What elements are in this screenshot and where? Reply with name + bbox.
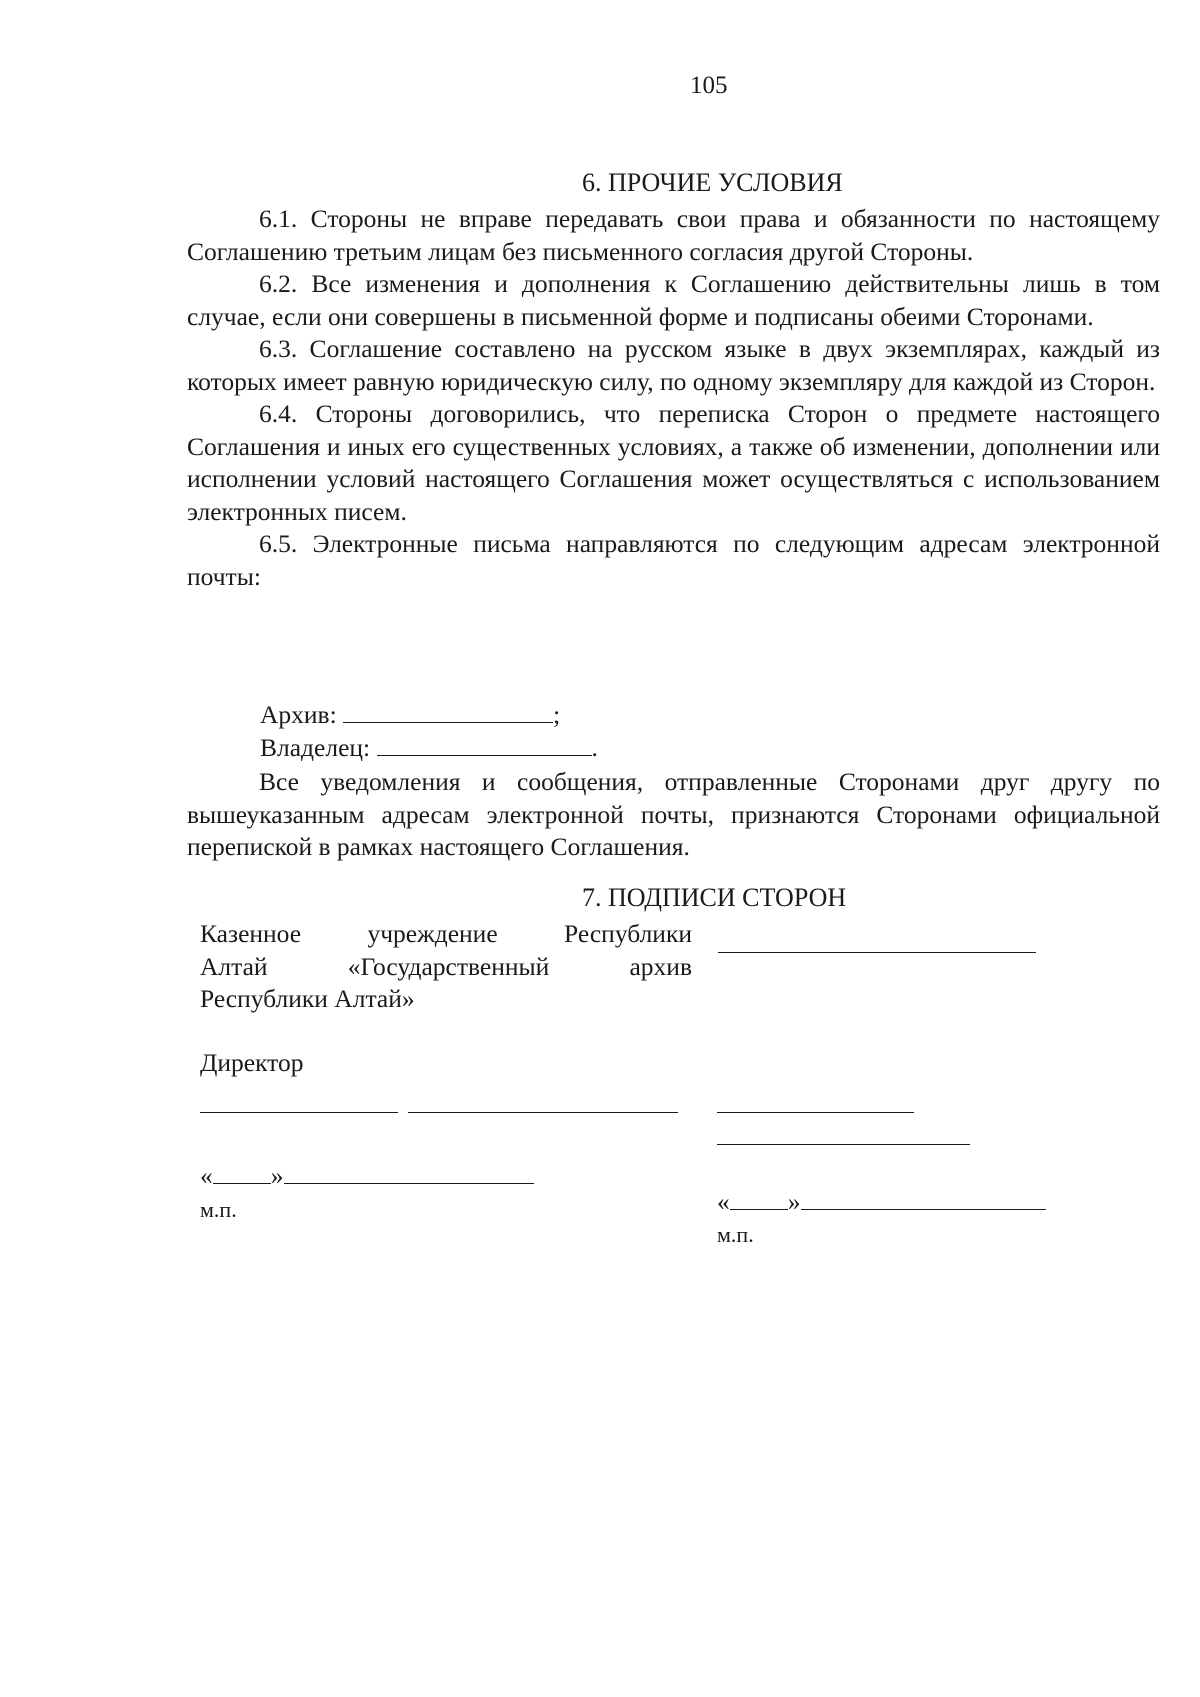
left-date-month-blank (284, 1161, 534, 1184)
org-name-line-1: Казенное учреждение Республики (200, 919, 692, 948)
section-6-title: 6. ПРОЧИЕ УСЛОВИЯ (582, 168, 843, 197)
clause-6-2: 6.2. Все изменения и дополнения к Соглашению действительны лишь в том случае, если они совершены в письменной форме и подписаны обеими Сторонами. (187, 269, 1160, 331)
left-date-line (200, 1161, 534, 1191)
owner-email-line (260, 733, 598, 763)
clause-notices: Все уведомления и сообщения, отправленные Сторонами друг другу по вышеуказанным адресам электронной почты, признаются Сторонами официальной перепиской в рамках настоящего Соглашения. (187, 767, 1160, 861)
left-date-close-quote: » (270, 1161, 284, 1190)
right-signature-line (717, 1112, 914, 1113)
left-date-day-blank (213, 1161, 271, 1184)
org-name-line-2: Алтай «Государственный архив (200, 951, 692, 981)
left-name-line (408, 1112, 678, 1113)
owner-email-blank (377, 733, 592, 756)
right-name-line (717, 1144, 970, 1145)
section-6-notice (187, 766, 1160, 864)
archive-email-end: ; (553, 700, 561, 729)
page-number: 105 (690, 72, 728, 99)
party-owner-name-line (718, 952, 1036, 953)
clause-6-3: 6.3. Соглашение составлено на русском языке в двух экземплярах, каждый из которых имеет равную юридическую силу, по одному экземпляру для каждой из Сторон. (187, 334, 1160, 396)
archive-email-blank (343, 700, 553, 723)
right-date-day-blank (730, 1187, 788, 1210)
org-name-line-3: Республики Алтай» (200, 984, 415, 1013)
party-archive-name (200, 918, 692, 1016)
director-label: Директор (200, 1048, 304, 1077)
section-6-body (187, 203, 1160, 593)
right-date-open-quote: « (717, 1187, 730, 1216)
right-date-close-quote: » (787, 1187, 801, 1216)
owner-email-end: . (591, 733, 598, 762)
section-7-title: 7. ПОДПИСИ СТОРОН (582, 883, 847, 912)
right-stamp-mark: м.п. (717, 1222, 754, 1247)
left-date-open-quote: « (200, 1161, 213, 1190)
right-date-month-blank (801, 1187, 1046, 1210)
clause-6-4: 6.4. Стороны договорились, что переписка Сторон о предмете настоящего Соглашения и иных его существенных условиях, а также об изменении, дополнении или исполнении условий настоящего Соглашения может осуществляться с использованием электронных писем. (187, 399, 1160, 526)
owner-email-label: Владелец: (260, 733, 371, 762)
archive-email-line (260, 700, 560, 730)
right-date-line (717, 1187, 1046, 1217)
clause-6-1: 6.1. Стороны не вправе передавать свои права и обязанности по настоящему Соглашению третьим лицам без письменного согласия другой Стороны. (187, 204, 1160, 266)
left-stamp-mark: м.п. (200, 1197, 237, 1222)
clause-6-5: 6.5. Электронные письма направляются по следующим адресам электронной почты: (187, 529, 1160, 591)
archive-email-label: Архив: (260, 700, 337, 729)
left-signature-line (200, 1112, 398, 1113)
